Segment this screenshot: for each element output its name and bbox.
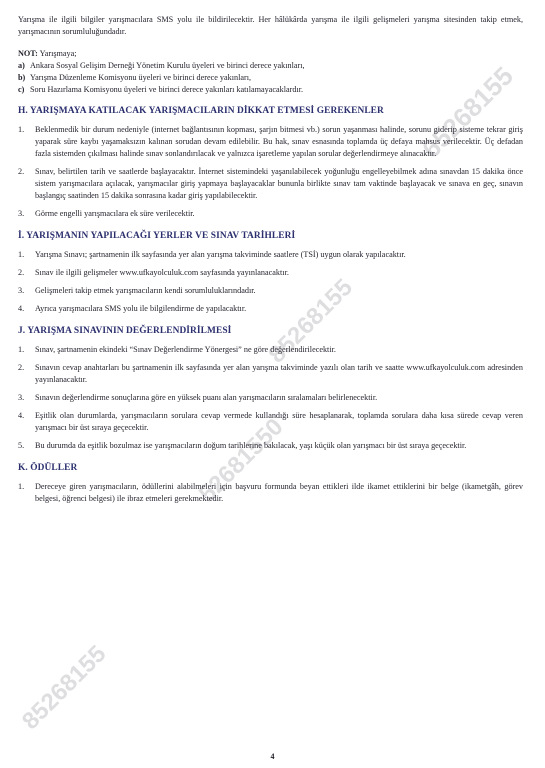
list-item: 2. Sınav, belirtilen tarih ve saatlerde başlayacaktır. İnternet sistemindeki yaşanılabilecek yoğunluğu engelleyebilmek adına sınavdan 15 dakika önce sistem yarışmacılara açılacak, yarışmacılar giriş yapmaya başlayacaklar bununla birlikte sınav tam vaktinde başlayacak ve sınava en geç, sınavın başlangıç saatinden 15 dakika sonrasına kadar giriş yapılabilecektir. — [18, 167, 523, 200]
section-heading: H. YARIŞMAYA KATILACAK YARIŞMACILARIN DİKKAT ETMESİ GEREKENLER — [18, 106, 384, 116]
list-item: 3. Gelişmeleri takip etmek yarışmacıların kendi sorumluluklarındadır. — [18, 286, 256, 295]
list-item: 1. Sınav, şartnamenin ekindeki “Sınav Değerlendirme Yönergesi” ne göre değerlendirilecektir. — [18, 345, 336, 354]
intro-paragraph: Yarışma ile ilgili bilgiler yarışmacılara SMS yolu ile bildirilecektir. Her hâlükârda yarışma ile ilgili gelişmeleri yarışma sitesinden takip etmek, yarışmacının sorumluluğundadır. — [18, 15, 523, 36]
section-list — [18, 124, 523, 220]
list-item: 3. Sınavın değerlendirme sonuçlarına göre en yüksek puanı alan yarışmacıların sıralamaları belirlenecektir. — [18, 393, 378, 402]
note-label: NOT: — [18, 49, 38, 58]
watermark-text: 85268155 — [263, 273, 358, 369]
list-item: 2. Sınav ile ilgili gelişmeler www.ufkayolculuk.com sayfasında yayınlanacaktır. — [18, 268, 289, 277]
note-block — [18, 48, 523, 96]
section-list — [18, 481, 523, 505]
section-heading: J. YARIŞMA SINAVININ DEĞERLENDİRİLMESİ — [18, 326, 232, 336]
watermark-text: 65268155 — [415, 60, 519, 164]
note-item: b) Yarışma Düzenleme Komisyonu üyeleri ve birinci derece yakınları, — [18, 73, 252, 82]
section-heading: İ. YARIŞMANIN YAPILACAĞI YERLER VE SINAV TARİHLERİ — [18, 231, 296, 241]
section-list — [18, 249, 523, 315]
list-item: 4. Ayrıca yarışmacılara SMS yolu ile bilgilendirme de yapılacaktır. — [18, 304, 247, 313]
list-item: 1. Beklenmedik bir durum nedeniyle (internet bağlantısının kopması, şarjın bitmesi vb.) sorun yaşanması halinde, sorunu giderip sisteme tekrar giriş yaparak süre kaybı yaşamaksızın kalınan sorudan devam edilebilir. Bu hak, sınav esnasında toplamda üç defaya mahsus verilecektir. Üç defadan fazla sistemden çıkılması halinde sınav sonlandırılacak ve yalnızca işaretleme yapılan sorular değerlendirmeye alınacaktır. — [18, 125, 523, 158]
list-item: 4. Eşitlik olan durumlarda, yarışmacıların sorulara cevap vermede kullandığı süre hesaplanarak, toplamda sorulara daha kısa sürede cevap veren yarışmacı bir üst sıraya geçecektir. — [18, 411, 523, 432]
list-item: 3. Görme engelli yarışmacılara ek süre verilecektir. — [18, 209, 195, 218]
note-item: c) Soru Hazırlama Komisyonu üyeleri ve birinci derece yakınları katılamayacaklardır. — [18, 85, 304, 94]
document-page — [18, 14, 523, 511]
list-item: 1. Dereceye giren yarışmacıların, ödüllerini alabilmeleri için başvuru formunda beyan ettikleri ilde ikamet ettiklerini bir belge (ikametgâh, görev belgesi, öğrenci belgesi) ile ibraz etmeleri gerekmektedir. — [18, 482, 523, 503]
watermark-text: 85268155 — [16, 640, 112, 735]
list-item: 1. Yarışma Sınavı; şartnamenin ilk sayfasında yer alan yarışma takviminde saatlere (TSİ) uygun olarak yapılacaktır. — [18, 250, 406, 259]
note-item: a) Ankara Sosyal Gelişim Derneği Yönetim Kurulu üyeleri ve birinci derece yakınları, — [18, 61, 305, 70]
list-item: 5. Bu durumda da eşitlik bozulmaz ise yarışmacıların doğum tarihlerine bakılacak, yaşı küçük olan yarışmacı bir üst sıraya geçecektir. — [18, 441, 467, 450]
section-heading: K. ÖDÜLLER — [18, 463, 78, 473]
page-number: 4 — [270, 752, 275, 761]
note-text: Yarışmaya; — [37, 49, 77, 58]
watermark-text: 52681550 — [193, 413, 289, 508]
list-item: 2. Sınavın cevap anahtarları bu şartnamenin ilk sayfasında yer alan yarışma takviminde yazılı olan tarih ve saatte www.ufkayolculuk.com adresinden yayınlanacaktır. — [18, 363, 523, 384]
section-list — [18, 344, 523, 452]
